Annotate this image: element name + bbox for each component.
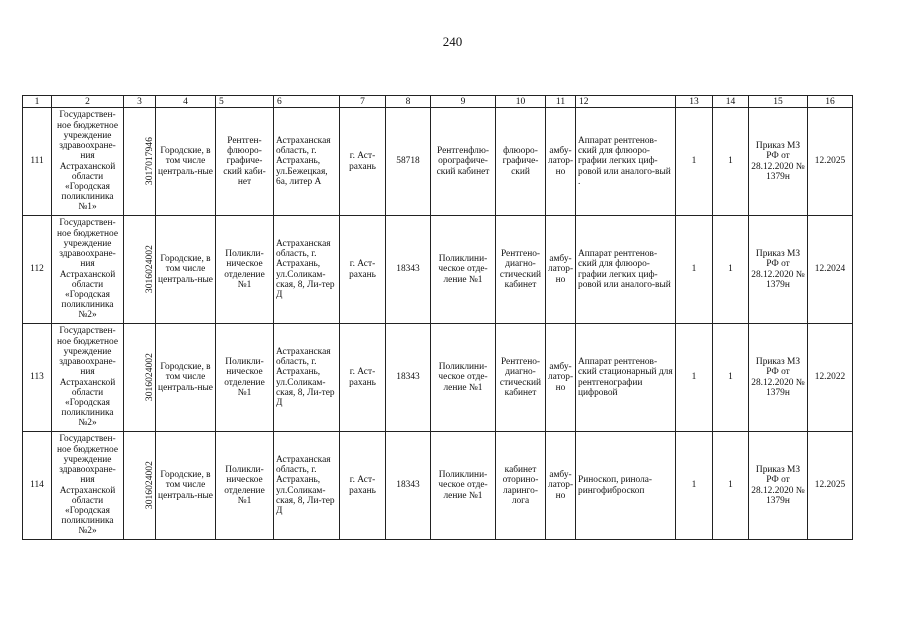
row-number: 112: [23, 216, 52, 324]
unit-cell: Поликли-ническое отделение №1: [216, 216, 274, 324]
column-number: 14: [713, 96, 749, 108]
code-cell: 18343: [386, 432, 431, 540]
order-cell: Приказ МЗ РФ от 28.12.2020 № 1379н: [749, 324, 808, 432]
address-cell: Астраханская область, г. Астрахань, ул.Соликам-ская, 8, Ли-тер Д: [274, 216, 340, 324]
column-number: 13: [676, 96, 713, 108]
inn-text: 3016024002: [143, 461, 155, 510]
registry-table: [22, 95, 853, 540]
date-cell: 12.2025: [808, 108, 853, 216]
column-number: 8: [386, 96, 431, 108]
table-row: [23, 216, 853, 324]
quantity-cell: 1: [676, 432, 713, 540]
quantity-cell: 1: [676, 216, 713, 324]
date-cell: 12.2025: [808, 432, 853, 540]
unit-cell: Рентген-флюоро-графиче-ский каби-нет: [216, 108, 274, 216]
column-number: 9: [431, 96, 496, 108]
code-cell: 18343: [386, 324, 431, 432]
table-row: [23, 108, 853, 216]
column-number: 6: [274, 96, 340, 108]
quantity-cell: 1: [713, 216, 749, 324]
unit-cell: Поликли-ническое отделение №1: [216, 432, 274, 540]
row-number: 114: [23, 432, 52, 540]
address-cell: Астраханская область, г. Астрахань, ул.Бежецкая, 6а, литер А: [274, 108, 340, 216]
organization-cell: Государствен-ное бюджетное учреждение здравоохране-ния Астраханской области «Городская поликлиника №1»: [52, 108, 124, 216]
quantity-cell: 1: [713, 324, 749, 432]
column-number: 15: [749, 96, 808, 108]
department-cell: Поликлини-ческое отде-ление №1: [431, 324, 496, 432]
settlement-type-cell: Городские, в том числе централь-ные: [156, 216, 216, 324]
column-number: 11: [546, 96, 576, 108]
city-cell: г. Аст-рахань: [340, 108, 386, 216]
care-mode-cell: амбу-латор-но: [546, 324, 576, 432]
department-cell: Рентгенфлю-орографиче-ский кабинет: [431, 108, 496, 216]
department-cell: Поликлини-ческое отде-ление №1: [431, 216, 496, 324]
inn-text: 3016024002: [143, 353, 155, 402]
address-cell: Астраханская область, г. Астрахань, ул.Соликам-ская, 8, Ли-тер Д: [274, 324, 340, 432]
row-number: 111: [23, 108, 52, 216]
room-cell: кабинет оторино-ларинго-лога: [496, 432, 546, 540]
organization-cell: Государствен-ное бюджетное учреждение здравоохране-ния Астраханской области «Городская поликлиника №2»: [52, 216, 124, 324]
order-cell: Приказ МЗ РФ от 28.12.2020 № 1379н: [749, 432, 808, 540]
city-cell: г. Аст-рахань: [340, 324, 386, 432]
equipment-cell: Аппарат рентгенов-ский для флюоро-графии легких циф-ровой или аналого-вый: [576, 216, 676, 324]
page-number: 240: [442, 34, 463, 49]
inn-cell: [124, 432, 156, 540]
column-number: 16: [808, 96, 853, 108]
unit-cell: Поликли-ническое отделение №1: [216, 324, 274, 432]
equipment-cell: Аппарат рентгенов-ский для флюоро-графии легких циф-ровой или аналого-вый .: [576, 108, 676, 216]
quantity-cell: 1: [713, 432, 749, 540]
table-row: [23, 324, 853, 432]
column-number: 1: [23, 96, 52, 108]
equipment-cell: Аппарат рентгенов-ский стационарный для рентгенографии цифровой: [576, 324, 676, 432]
column-number: 12: [576, 96, 676, 108]
column-number: 5: [216, 96, 274, 108]
column-numbers-row: [23, 96, 853, 108]
settlement-type-cell: Городские, в том числе централь-ные: [156, 108, 216, 216]
department-cell: Поликлини-ческое отде-ление №1: [431, 432, 496, 540]
address-cell: Астраханская область, г. Астрахань, ул.Соликам-ская, 8, Ли-тер Д: [274, 432, 340, 540]
care-mode-cell: амбу-латор-но: [546, 432, 576, 540]
inn-text: 3017017946: [143, 137, 155, 186]
care-mode-cell: амбу-латор-но: [546, 108, 576, 216]
quantity-cell: 1: [676, 108, 713, 216]
room-cell: флюоро-графиче-ский: [496, 108, 546, 216]
city-cell: г. Аст-рахань: [340, 432, 386, 540]
quantity-cell: 1: [676, 324, 713, 432]
quantity-cell: 1: [713, 108, 749, 216]
inn-cell: [124, 324, 156, 432]
date-cell: 12.2024: [808, 216, 853, 324]
inn-text: 3016024002: [143, 245, 155, 294]
code-cell: 18343: [386, 216, 431, 324]
inn-cell: [124, 216, 156, 324]
settlement-type-cell: Городские, в том числе централь-ные: [156, 432, 216, 540]
column-number: 4: [156, 96, 216, 108]
date-cell: 12.2022: [808, 324, 853, 432]
inn-cell: [124, 108, 156, 216]
organization-cell: Государствен-ное бюджетное учреждение здравоохране-ния Астраханской области «Городская поликлиника №2»: [52, 432, 124, 540]
code-cell: 58718: [386, 108, 431, 216]
column-number: 10: [496, 96, 546, 108]
organization-cell: Государствен-ное бюджетное учреждение здравоохране-ния Астраханской области «Городская поликлиника №2»: [52, 324, 124, 432]
care-mode-cell: амбу-латор-но: [546, 216, 576, 324]
equipment-cell: Риноскоп, ринола-рингофиброскоп: [576, 432, 676, 540]
column-number: 3: [124, 96, 156, 108]
order-cell: Приказ МЗ РФ от 28.12.2020 № 1379н: [749, 216, 808, 324]
row-number: 113: [23, 324, 52, 432]
city-cell: г. Аст-рахань: [340, 216, 386, 324]
settlement-type-cell: Городские, в том числе централь-ные: [156, 324, 216, 432]
order-cell: Приказ МЗ РФ от 28.12.2020 № 1379н: [749, 108, 808, 216]
column-number: 2: [52, 96, 124, 108]
column-number: 7: [340, 96, 386, 108]
room-cell: Рентгено-диагно-стический кабинет: [496, 324, 546, 432]
table-row: [23, 432, 853, 540]
room-cell: Рентгено-диагно-стический кабинет: [496, 216, 546, 324]
